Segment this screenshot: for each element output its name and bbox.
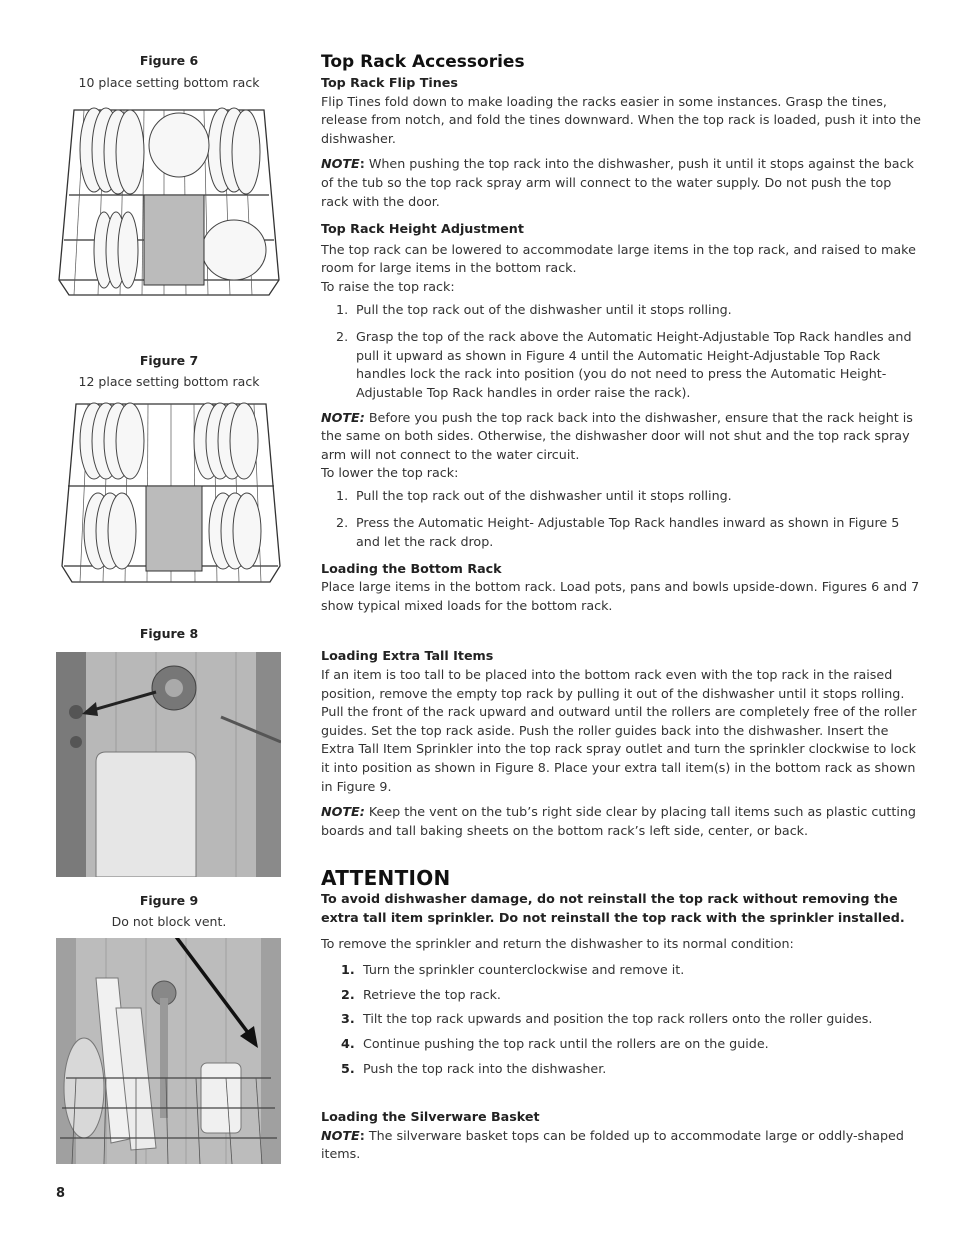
list-item: 5. Push the top rack into the dishwasher. — [341, 1060, 607, 1076]
raise-intro: To raise the top rack: — [321, 278, 455, 294]
list-item: 1. Pull the top rack out of the dishwasher until it stops rolling. — [336, 301, 732, 317]
list-item: 1. Turn the sprinkler counterclockwise and remove it. — [341, 962, 685, 978]
tall-items-note — [321, 803, 921, 840]
note-text: Before you push the top rack back into the dishwasher, ensure that the rack height is the same on both sides. Otherwise, the dishwasher door will not shut and the top rack spray arm will not connect to the water circuit. — [321, 409, 913, 462]
silverware-note — [321, 1127, 921, 1164]
height-adjust-text: The top rack can be lowered to accommodate large items in the top rack, and raised to make room for large items in the bottom rack. — [321, 241, 916, 276]
figure-8-photo — [56, 652, 281, 877]
note-text: Keep the vent on the tub’s right side clear by placing tall items such as plastic cutting boards and tall baking sheets on the bottom rack’s left side, center, or back. — [321, 804, 916, 838]
attention-steps — [321, 961, 921, 1078]
list-item: 4. Continue pushing the top rack until the rollers are on the guide. — [341, 1035, 769, 1051]
note-label: NOTE — [321, 1127, 360, 1143]
list-item: 2. Grasp the top of the rack above the Automatic Height-Adjustable Top Rack handles and pull it upward as shown in Figure 4 until the Automatic Height-Adjustable Top Rack handles lock the rack into position (you do not need to press the Automatic Height-Adjustable Top Rack handles in order raise the rack). — [336, 329, 912, 400]
attention-intro: To remove the sprinkler and return the dishwasher to its normal condition: — [321, 935, 794, 951]
attention-heading: ATTENTION — [321, 866, 451, 891]
figure-6-image — [54, 100, 284, 300]
tall-items-text: If an item is too tall to be placed into the bottom rack even with the top rack in the raised position, remove the empty top rack by pulling it out of the dishwasher until it stops rolling. Pull the front of the rack upward and outward until the rollers are completely free of the roller guides. Set the top rack aside. Push the roller guides back into the dishwasher. Insert the Extra Tall Item Sprinkler into the top rack spray outlet and turn the sprinkler clockwise to lock it into position as shown in Figure 8. Place your extra tall item(s) in the bottom rack as shown in Figure 9. — [321, 667, 917, 794]
main-text-column — [321, 50, 921, 1164]
height-adjust-note — [321, 409, 921, 465]
list-item: 1. Pull the top rack out of the dishwasher until it stops rolling. — [336, 487, 732, 503]
figure-7-title: Figure 7 — [139, 353, 199, 368]
section-heading: Top Rack Accessories — [321, 52, 525, 72]
bottom-rack-heading: Loading the Bottom Rack — [321, 560, 502, 576]
flip-tines-text: Flip Tines fold down to make loading the racks easier in some instances. Grasp the tines, release from notch, and fold the tines downward. When the top rack is loaded, push it into the dishwasher. — [321, 93, 921, 146]
raise-steps — [321, 301, 921, 403]
figure-9-photo — [56, 938, 281, 1164]
figure-7-caption: 12 place setting bottom rack — [78, 374, 260, 389]
flip-tines-heading: Top Rack Flip Tines — [321, 75, 458, 90]
note-colon: : — [359, 1127, 365, 1143]
figure-6-caption: 10 place setting bottom rack — [78, 75, 260, 90]
list-item: 3. Tilt the top rack upwards and position the top rack rollers onto the roller guides. — [341, 1011, 873, 1027]
flip-tines-note — [321, 155, 921, 211]
page-number: 8 — [56, 1186, 66, 1201]
figure-8-title: Figure 8 — [139, 626, 199, 641]
list-item: 2. Retrieve the top rack. — [341, 986, 501, 1002]
lower-intro: To lower the top rack: — [321, 465, 459, 481]
note-label: NOTE — [321, 156, 360, 172]
note-text: When pushing the top rack into the dishwasher, push it until it stops against the back of the tub so the top rack spray arm will connect to the water supply. Do not push the top rack with the door. — [321, 156, 914, 209]
note-text: The silverware basket tops can be folded up to accommodate large or oddly-shaped items. — [321, 1127, 904, 1162]
figure-6-title: Figure 6 — [139, 53, 199, 68]
tall-items-heading: Loading Extra Tall Items — [321, 648, 494, 664]
silverware-heading: Loading the Silverware Basket — [321, 1109, 540, 1125]
height-adjust-heading: Top Rack Height Adjustment — [321, 221, 524, 237]
note-label: NOTE: — [321, 409, 365, 425]
note-colon: : — [359, 156, 365, 172]
note-label: NOTE: — [321, 804, 365, 820]
figure-7-image — [58, 396, 284, 586]
lower-steps — [321, 487, 921, 552]
attention-warning: To avoid dishwasher damage, do not reinstall the top rack without removing the extra tall item sprinkler. Do not reinstall the top rack with the sprinkler installed. — [321, 891, 905, 925]
bottom-rack-text: Place large items in the bottom rack. Load pots, pans and bowls upside-down. Figures 6 and 7 show typical mixed loads for the bottom rack. — [321, 579, 920, 613]
figure-9-title: Figure 9 — [139, 893, 199, 908]
figure-9-caption: Do not block vent. — [111, 914, 227, 929]
list-item: 2. Press the Automatic Height- Adjustable Top Rack handles inward as shown in Figure 5 and let the rack drop. — [336, 515, 900, 550]
